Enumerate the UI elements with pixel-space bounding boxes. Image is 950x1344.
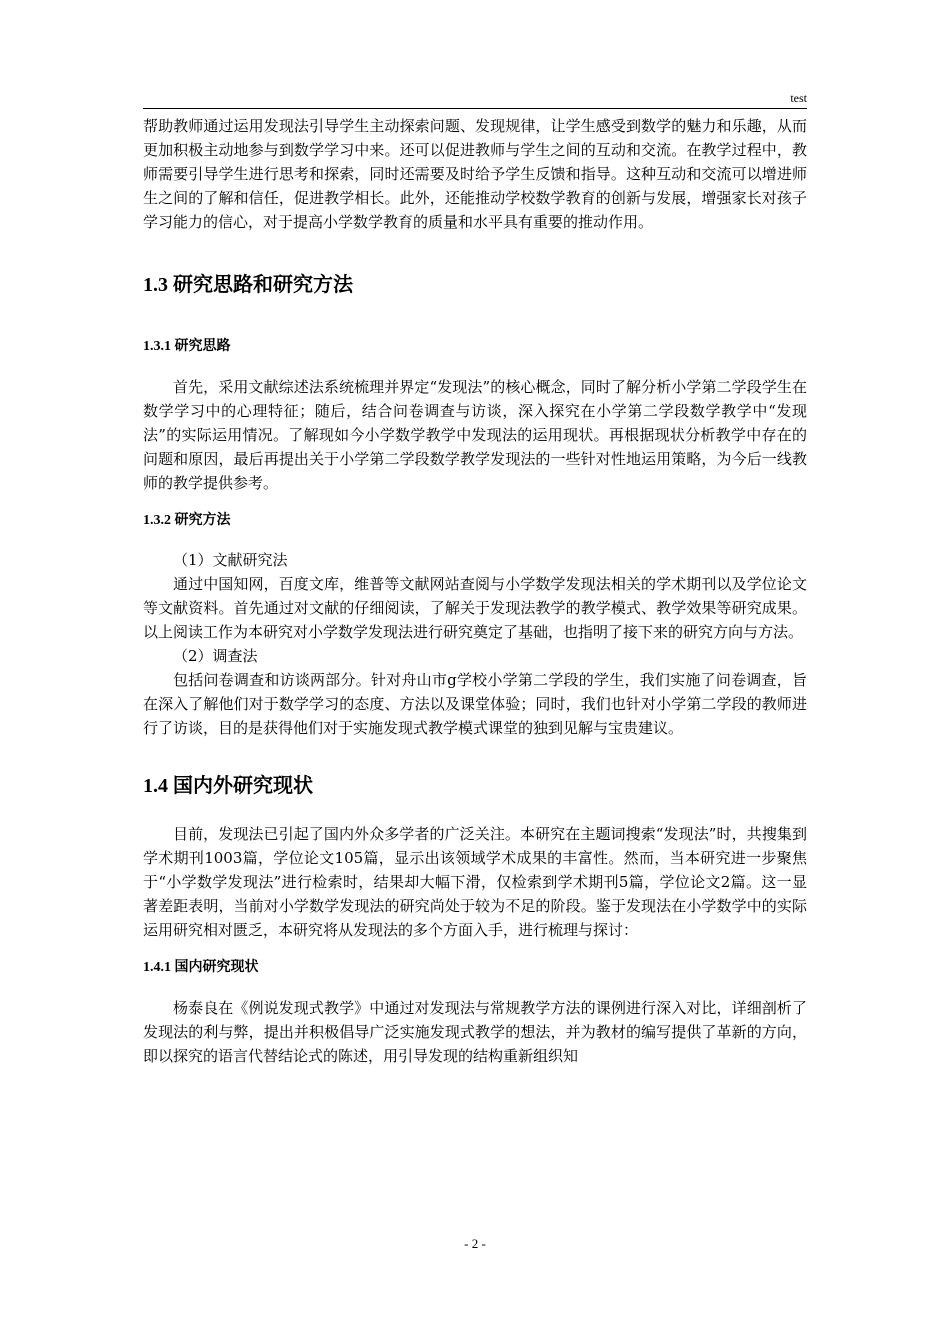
paragraph-intro-continuation: 帮助教师通过运用发现法引导学生主动探索问题、发现规律，让学生感受到数学的魅力和乐趣，从而更加积极主动地参与到数学学习中来。还可以促进教师与学生之间的互动和交流。在教学过程中，教师需要引导学生进行思考和探索，同时还需要及时给予学生反馈和指导。这种互动和交流可以增进师生之间的了解和信任，促进教学相长。此外，还能推动学校数学教育的创新与发展，增强家长对孩子学习能力的信心，对于提高小学数学教育的质量和水平具有重要的推动作用。: [143, 117, 807, 231]
subsection-heading-1-4-1: 1.4.1 国内研究现状: [143, 960, 259, 975]
list-item-survey-method: （2）调查法: [173, 647, 258, 665]
paragraph-literature-method: 通过中国知网，百度文库，维普等文献网站查阅与小学数学发现法相关的学术期刊以及学位论文等文献资料。首先通过对文献的仔细阅读，了解关于发现法教学的教学模式、教学效果等研究成果。以上阅读工作为本研究对小学数学发现法进行研究奠定了基础，也指明了接下来的研究方向与方法。: [143, 575, 807, 641]
section-heading-1-4: 1.4 国内外研究现状: [143, 775, 313, 797]
page-content: [143, 114, 807, 1068]
header-text: test: [790, 91, 807, 105]
page-header: [143, 90, 807, 109]
subsection-heading-1-3-1: 1.3.1 研究思路: [143, 339, 231, 354]
paragraph-survey-method: 包括问卷调查和访谈两部分。针对舟山市g学校小学第二学段的学生，我们实施了问卷调查，旨在深入了解他们对于数学学习的态度、方法以及课堂体验；同时，我们也针对小学第二学段的教师进行了访谈，目的是获得他们对于实施发现式教学模式课堂的独到见解与宝贵建议。: [143, 671, 807, 737]
paragraph-domestic-research: 杨泰良在《例说发现式教学》中通过对发现法与常规教学方法的课例进行深入对比，详细剖析了发现法的利与弊，提出并积极倡导广泛实施发现式教学的想法，并为教材的编写提供了革新的方向，即以探究的语言代替结论式的陈述，用引导发现的结构重新组织知: [143, 999, 807, 1065]
paragraph-research-approach: 首先，采用文献综述法系统梳理并界定“发现法”的核心概念，同时了解分析小学第二学段学生在数学学习中的心理特征；随后，结合问卷调查与访谈，深入探究在小学第二学段数学教学中“发现法”的实际运用情况。了解现如今小学数学教学中发现法的运用现状。再根据现状分析教学中存在的问题和原因，最后再提出关于小学第二学段数学教学发现法的一些针对性地运用策略，为今后一线教师的教学提供参考。: [143, 378, 807, 492]
section-heading-1-3: 1.3 研究思路和研究方法: [143, 274, 353, 296]
subsection-heading-1-3-2: 1.3.2 研究方法: [143, 513, 231, 528]
page-number: - 2 -: [464, 1236, 486, 1251]
paragraph-research-status: 目前，发现法已引起了国内外众多学者的广泛关注。本研究在主题词搜索“发现法”时，共搜集到学术期刊1003篇，学位论文105篇，显示出该领域学术成果的丰富性。然而，当本研究进一步聚焦于“小学数学发现法”进行检索时，结果却大幅下滑，仅检索到学术期刊5篇，学位论文2篇。这一显著差距表明，当前对小学数学发现法的研究尚处于较为不足的阶段。鉴于发现法在小学数学中的实际运用研究相对匮乏，本研究将从发现法的多个方面入手，进行梳理与探讨：: [143, 825, 807, 939]
list-item-literature-method: （1）文献研究法: [173, 551, 288, 569]
